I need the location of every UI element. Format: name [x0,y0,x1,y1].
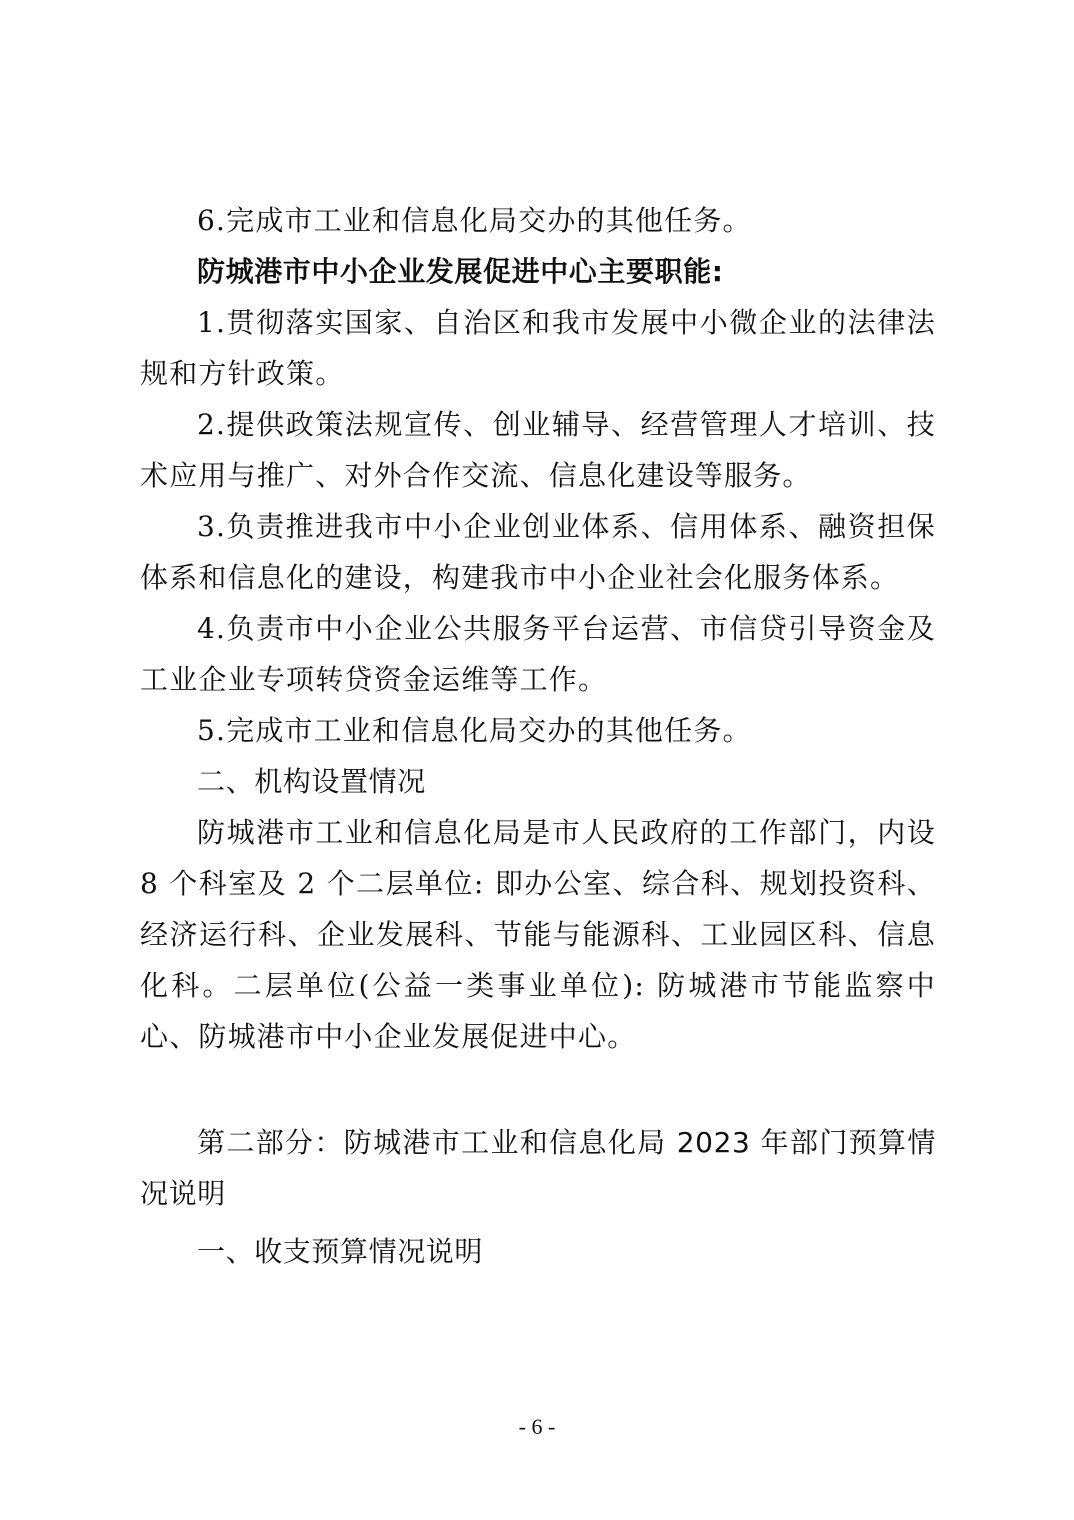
paragraph-function-2: 2.提供政策法规宣传、创业辅导、经营管理人才培训、技术应用与推广、对外合作交流、信息化建设等服务。 [140,408,936,492]
paragraph-function-5: 5.完成市工业和信息化局交办的其他任务。 [197,714,752,747]
paragraph-task-6: 6.完成市工业和信息化局交办的其他任务。 [197,204,752,237]
heading-part-two: 第二部分：防城港市工业和信息化局 2023 年部门预算情况说明 [140,1126,936,1210]
heading-sme-center-functions: 防城港市中小企业发展促进中心主要职能: [197,255,724,288]
paragraph-function-4: 4.负责市中小企业公共服务平台运营、市信贷引导资金及工业企业专项转贷资金运维等工作。 [140,612,936,696]
paragraph-function-3: 3.负责推进我市中小企业创业体系、信用体系、融资担保体系和信息化的建设，构建我市中小企业社会化服务体系。 [140,510,936,594]
heading-organization: 二、机构设置情况 [197,765,426,798]
heading-budget-summary: 一、收支预算情况说明 [197,1235,484,1268]
paragraph-function-1: 1.贯彻落实国家、自治区和我市发展中小微企业的法律法规和方针政策。 [140,306,936,390]
paragraph-organization: 防城港市工业和信息化局是市人民政府的工作部门，内设 8 个科室及 2 个二层单位: 即办公室、综合科、规划投资科、经济运行科、企业发展科、节能与能源科、工业园区科、信息化科。二层单位(公益一类事业单位): 防城港市节能监察中心、防城港市中小企业发展促进中心。 [140,816,936,1053]
page-number: - 6 - [518,1414,556,1439]
